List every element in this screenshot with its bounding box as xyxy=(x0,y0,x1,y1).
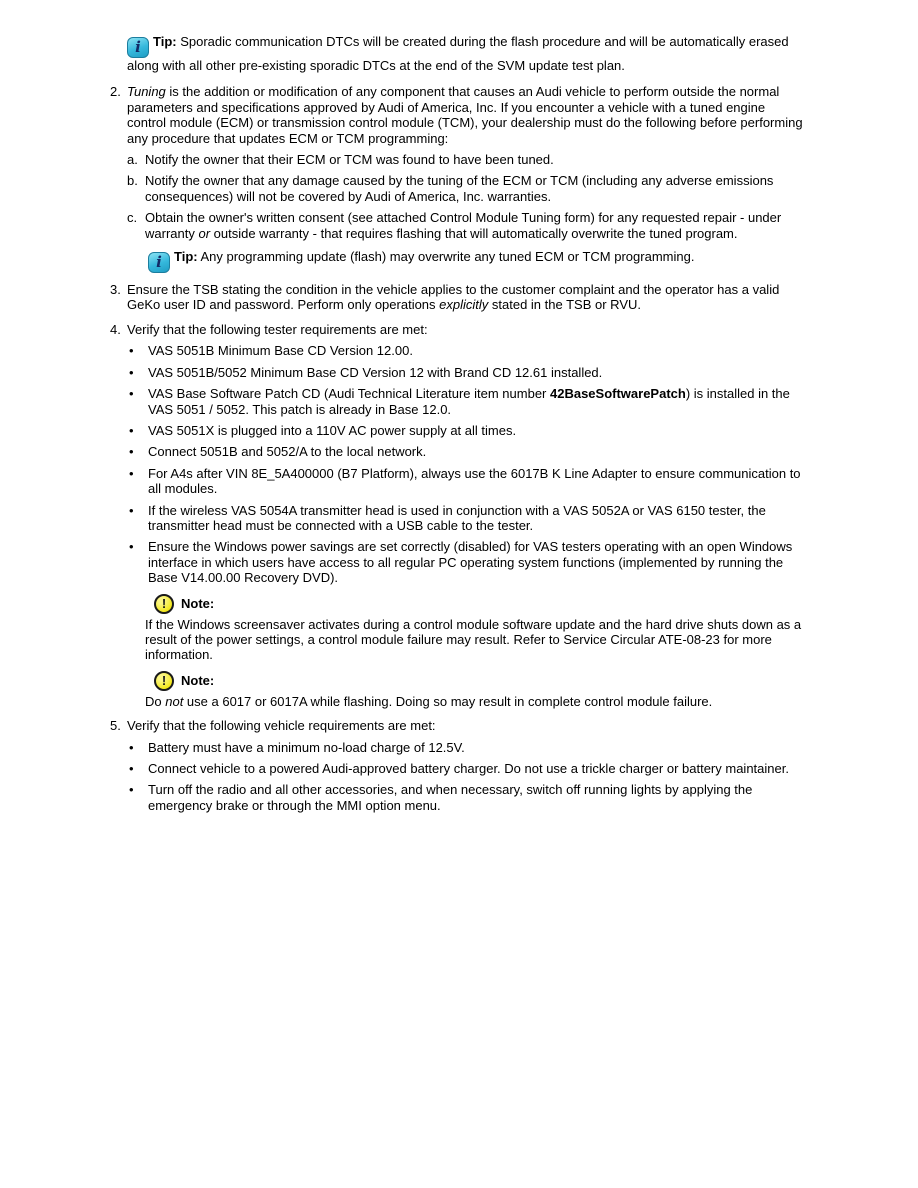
tip-callout-1 xyxy=(127,34,806,73)
text-segment: 42BaseSoftwarePatch xyxy=(549,386,686,402)
text-segment: Battery must have a minimum no-load charge of 12.5V. xyxy=(148,739,465,755)
bullet-text xyxy=(148,423,516,438)
sub-item-b-letter: b. xyxy=(127,173,138,189)
note-1-text xyxy=(145,617,806,663)
text-segment: Notify the owner that any damage caused by the tuning of the ECM or TCM (including any adverse emissions consequences) will not be covered by Audi of America, Inc. warranties. xyxy=(145,173,774,204)
tip-info-icon: i xyxy=(127,37,149,58)
sub-item-b-text xyxy=(145,173,806,204)
note-warning-icon: ! xyxy=(154,594,174,614)
item-3-body xyxy=(127,282,806,313)
sub-item-c-letter: c. xyxy=(127,210,138,226)
text-segment: ) is installed in the VAS 5051 / 5052. This patch is already in Base 12.0. xyxy=(148,386,790,417)
text-segment: Verify that the following vehicle requirements are met: xyxy=(127,718,436,734)
text-segment: Do xyxy=(145,693,166,709)
note-2-text xyxy=(145,694,806,709)
bullet-item-software-patch-cd xyxy=(127,386,806,417)
note-callout-2 xyxy=(145,671,806,709)
numbered-item-2 xyxy=(110,84,806,273)
text-segment: If the wireless VAS 5054A transmitter head is used in conjunction with a VAS 5052A or VAS 6150 tester, the transmitter head must be connected with a USB cable to the tester. xyxy=(148,502,766,533)
bullet-item-power-supply xyxy=(127,423,806,438)
text-segment: Tip: xyxy=(174,249,198,265)
item-3-text xyxy=(127,282,806,313)
bullet-item-accessories-off xyxy=(127,782,806,813)
sub-item-a-text xyxy=(145,152,554,167)
text-segment: VAS 5051B Minimum Base CD Version 12.00. xyxy=(148,343,413,359)
text-segment: Tuning xyxy=(127,84,166,100)
text-segment: Sporadic communication DTCs will be created during the flash procedure and will be automatically erased along with all other pre-existing sporadic DTCs at the end of the SVM update test plan. xyxy=(127,34,789,73)
text-segment: or xyxy=(198,225,211,241)
bullet-item-battery-charger xyxy=(127,761,806,776)
sub-item-a-letter: a. xyxy=(127,152,138,168)
bullet-icon: • xyxy=(129,539,134,555)
bullet-item-brand-cd xyxy=(127,365,806,380)
text-segment: VAS Base Software Patch CD (Audi Technical Literature item number xyxy=(148,386,550,402)
sub-item-c-text xyxy=(145,210,806,241)
text-segment: Obtain the owner's written consent (see attached Control Module Tuning form) for any requested repair - under warranty xyxy=(145,210,782,241)
sub-item-c xyxy=(127,210,806,241)
note-warning-icon: ! xyxy=(154,671,174,691)
numbered-item-3 xyxy=(110,282,806,313)
bullet-icon: • xyxy=(129,386,134,402)
text-segment: is the addition or modification of any component that causes an Audi vehicle to perform outside the normal parameters and specifications approved by Audi of America, Inc. If you encounter a vehicle with a tuned engine control module (ECM) or transmission control module (TCM), your dealership must do the following before performing any procedure that updates ECM or TCM programming: xyxy=(127,84,803,146)
text-segment: use a 6017 or 6017A while flashing. Doing so may result in complete control module failure. xyxy=(183,693,713,709)
item-2-text xyxy=(127,84,806,146)
bullet-item-local-network xyxy=(127,444,806,459)
item-3-number: 3. xyxy=(110,282,121,298)
bullet-icon: • xyxy=(129,739,134,755)
text-segment: If the Windows screensaver activates during a control module software update and the hard drive shuts down as a result of the power settings, a control module failure may result. Refer to Service Circular ATE-08-23 for more information. xyxy=(145,616,802,663)
item-5-lead-text xyxy=(127,718,806,733)
note-2-header xyxy=(145,671,806,691)
bullet-text xyxy=(148,466,806,497)
item-4-lead-text xyxy=(127,322,806,337)
note-1-label: Note: xyxy=(181,595,215,611)
bullet-icon: • xyxy=(129,444,134,460)
bullet-icon: • xyxy=(129,364,134,380)
bullet-text xyxy=(148,386,806,417)
text-segment: VAS 5051X is plugged into a 110V AC power supply at all times. xyxy=(148,422,517,438)
text-segment: Notify the owner that their ECM or TCM was found to have been tuned. xyxy=(145,152,554,168)
item-2-body xyxy=(127,84,806,273)
text-segment: explicitly xyxy=(439,297,489,313)
text-segment: stated in the TSB or RVU. xyxy=(488,297,641,313)
tip-callout-2 xyxy=(148,249,806,273)
tip-2-text xyxy=(148,249,806,273)
text-segment: Connect vehicle to a powered Audi-approved battery charger. Do not use a trickle charger or battery maintainer. xyxy=(148,761,789,776)
bullet-text xyxy=(148,503,806,534)
text-segment: Turn off the radio and all other accessories, and when necessary, switch off running lights by applying the emergency brake or through the MMI option menu. xyxy=(148,782,753,813)
text-segment: Connect 5051B and 5052/A to the local network. xyxy=(148,444,427,460)
bullet-item-power-savings xyxy=(127,539,806,585)
sub-item-a xyxy=(127,152,806,167)
bullet-icon: • xyxy=(129,343,134,359)
bullet-item-battery-charge xyxy=(127,740,806,755)
bullet-text xyxy=(148,444,426,459)
item-5-number: 5. xyxy=(110,718,121,734)
bullet-text xyxy=(148,761,789,776)
bullet-icon: • xyxy=(129,422,134,438)
note-1-header xyxy=(145,594,806,614)
bullet-icon: • xyxy=(129,782,134,798)
sub-item-b xyxy=(127,173,806,204)
bullet-item-k-line-adapter xyxy=(127,466,806,497)
text-segment: Ensure the TSB stating the condition in the vehicle applies to the customer complaint and the operator has a valid GeKo user ID and password. Perform only operations xyxy=(127,282,780,313)
text-segment: Verify that the following tester requirements are met: xyxy=(127,321,428,337)
text-segment: outside warranty - that requires flashing that will automatically overwrite the tuned program. xyxy=(210,225,738,241)
bullet-text xyxy=(148,539,806,585)
bullet-text xyxy=(148,740,465,755)
bullet-item-wireless-transmitter xyxy=(127,503,806,534)
bullet-icon: • xyxy=(129,761,134,776)
bullet-item-vas-5051b-base-cd xyxy=(127,343,806,358)
item-4-body xyxy=(127,322,806,709)
item-2-number: 2. xyxy=(110,84,121,100)
item-4-number: 4. xyxy=(110,321,121,337)
tip-1-text xyxy=(127,34,806,73)
text-segment: For A4s after VIN 8E_5A400000 (B7 Platform), always use the 6017B K Line Adapter to ensure communication to all modules. xyxy=(148,465,801,497)
bullet-icon: • xyxy=(129,465,134,481)
text-segment: Any programming update (flash) may overwrite any tuned ECM or TCM programming. xyxy=(197,249,695,265)
bullet-text xyxy=(148,343,413,358)
numbered-item-5 xyxy=(110,718,806,813)
tip-info-icon: i xyxy=(148,252,170,273)
text-segment: VAS 5051B/5052 Minimum Base CD Version 12 with Brand CD 12.61 installed. xyxy=(148,364,603,380)
text-segment: not xyxy=(165,693,184,709)
numbered-item-4 xyxy=(110,322,806,709)
text-segment: Ensure the Windows power savings are set correctly (disabled) for VAS testers operating with an open Windows interface in which users have access to all regular PC operating system functions (implemented by running the Base V14.00.00 Recovery DVD). xyxy=(148,539,793,586)
note-callout-1 xyxy=(145,594,806,663)
bullet-text xyxy=(148,365,602,380)
note-2-label: Note: xyxy=(181,673,215,689)
item-5-body xyxy=(127,718,806,813)
bullet-icon: • xyxy=(129,502,134,518)
text-segment: Tip: xyxy=(153,34,177,49)
bullet-text xyxy=(148,782,806,813)
